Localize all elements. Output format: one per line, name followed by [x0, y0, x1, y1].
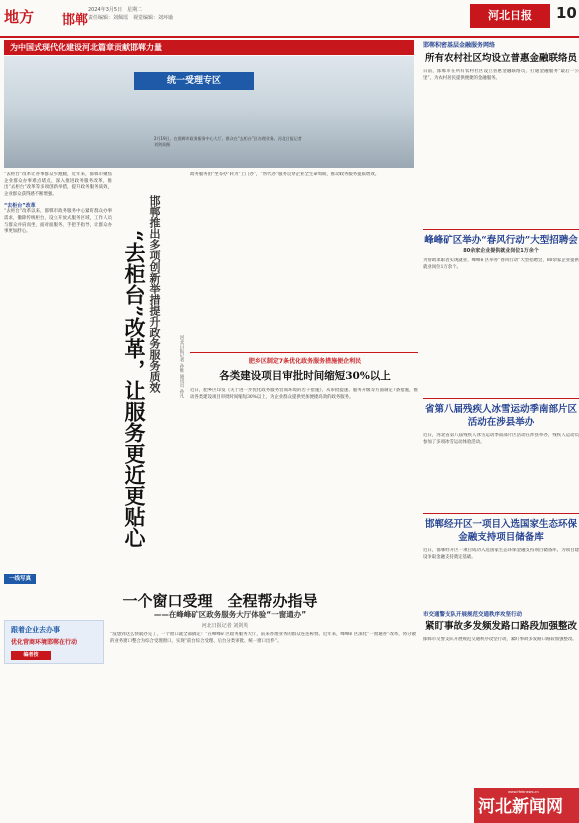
lead-intro: “去柜台”改革让办事群众少跑腿，近年来，邯郸市聚焦企业群众办事难点堵点，深入推进政务服务改革，推出“去柜台”改革等多项创新举措，提升政务服务质效，企业群众获得感不断增强。 [4, 172, 112, 197]
r2-body: 为帮助求职者实现就业，峰峰矿区举办“春风行动”大型招聘会，80余家企业提供就业岗位1万余个。 [423, 258, 579, 270]
r3-body: 近日，河北省第八届残疾人冰雪运动季南部片区活动在涉县举办，残疾人运动员参加了多项冰雪运动体验活动。 [423, 433, 579, 445]
feature-body: “没想到这么快就办完了，一个窗口就全部搞定！”在峰峰矿区政务服务大厅，前来办理业务的群众连连称赞。近年来，峰峰矿区深化“一窗通办”改革，将分散的业务窗口整合为综合受理窗口，实现“前台综合受理、后台分类审批、统一窗口出件”。 [110, 632, 416, 644]
paper-name: 河北日报 [470, 4, 550, 28]
r-divider-3 [423, 513, 579, 514]
minor-body: 近日，肥乡区印发《关于进一步优化政务服务营商环境的若干措施》，从审批提速、服务升级等方面制定7条措施，推动各类建设项目审批时间缩短30%以上，为企业群众提供更加便捷高效的政务服务。 [190, 388, 418, 400]
r5-title: 紧盯事故多发频发路口路段加强整改 [424, 621, 577, 632]
r5-body: 邯郸市交警支队开展规范交通秩序攻坚行动，紧盯事故多发路口路段加强整改。 [423, 637, 577, 642]
lead-sub-2: 政务服务由“坐等办”转为“上门办”，“帮代办”服务贯穿企业全生命周期，推动政务服务提质增效。 [190, 172, 380, 177]
lead-photo [4, 56, 414, 168]
lead-subtitle: 邯郸推出多项创新举措提升政务服务质效 [148, 195, 161, 393]
section-name: 地方 [4, 8, 35, 26]
masthead [0, 0, 579, 38]
divider [190, 352, 418, 353]
feature-byline: 河北日报记者 刘剑英 [201, 623, 249, 629]
minor-title: 各类建设项目审批时间缩短30%以上 [219, 370, 391, 382]
section-tag: 邯郸 [62, 13, 89, 28]
issue-meta [88, 6, 208, 22]
watermark-mark: 河北新闻网 [478, 797, 563, 817]
issue-date: 2024年3月5日 星期二 [88, 7, 143, 13]
r2-subtitle: 80余家企业提供就业岗位1万余个 [463, 248, 539, 254]
lead-title: “去柜台”改革，让服务更近更贴心 [122, 230, 147, 549]
lead-byline: 河北日报记者 孙维 通讯员 孙凡 [179, 335, 184, 398]
lead-sub-1: “去柜台”改革以来，邯郸市政务服务中心紧盯群众办事需求，撤除传统柜台，设立开放式服务区域，工作人员与群众并肩而坐，面对面服务、手把手指导，让群众办事更加舒心。 [4, 209, 112, 235]
r2-title: 峰峰矿区举办“春风行动”大型招聘会 [424, 235, 578, 246]
watermark-url: www.Hebnews.cn [508, 790, 539, 794]
promo-subtitle: 优化营商环境邯郸在行动 [11, 639, 78, 646]
r4-body: 近日，邯郸经开区一项目成功入选国家生态环保金融支持项目储备库，为项目建设争取金融支持奠定基础。 [423, 548, 579, 560]
r5-kicker: 市交通警支队开展规范交通秩序攻坚行动 [423, 612, 523, 618]
r-divider-1 [423, 229, 579, 230]
feature-title: 一个窗口受理 全程帮办指导 [122, 592, 318, 610]
page-number: 10 [556, 4, 577, 22]
feature-subtitle: ——在峰峰矿区政务服务大厅体验“一窗通办” [153, 610, 307, 619]
r3-title: 省第八届残疾人冰雪运动季南部片区活动在涉县举办 [424, 404, 577, 428]
lead-subhead-1: “去柜台”改革 [4, 203, 36, 210]
feature-kicker: 一线写真 [4, 574, 36, 584]
editors: 责任编辑：刘佩瑶 视觉编辑：刘环瑜 [88, 15, 174, 21]
watermark-logo [474, 788, 579, 823]
photo-sign: 统一受理专区 [134, 72, 254, 90]
photo-caption: 2月19日，在邯郸市政务服务中心大厅，群众在“去柜台”区办理业务。河北日报记者 刘剑英摄 [154, 136, 302, 147]
lead-banner: 为中国式现代化建设河北篇章贡献邯郸力量 [4, 40, 414, 55]
r4-title: 邯郸经开区一项目入选国家生态环保金融支持项目储备库 [424, 519, 577, 543]
lead-body-col1 [4, 172, 112, 568]
r1-body: 日前，邯郸市在所有农村社区设立普惠金融联络员，打通金融服务“最后一公里”，为农村居民提供便捷的金融服务。 [423, 69, 579, 81]
right-column [423, 40, 579, 677]
r1-title: 所有农村社区均设立普惠金融联络员 [424, 53, 577, 64]
promo-title: 跟着企业去办事 [11, 626, 60, 634]
promo-box [4, 620, 104, 664]
r1-kicker: 邯郸积密基层金融服务网络 [423, 42, 496, 49]
minor-heading: 肥乡区制定7条优化政务服务措施便企利民 [248, 358, 362, 365]
lead-body-col2 [190, 172, 418, 322]
promo-label: 编者按 [11, 651, 51, 660]
r-divider-2 [423, 398, 579, 399]
